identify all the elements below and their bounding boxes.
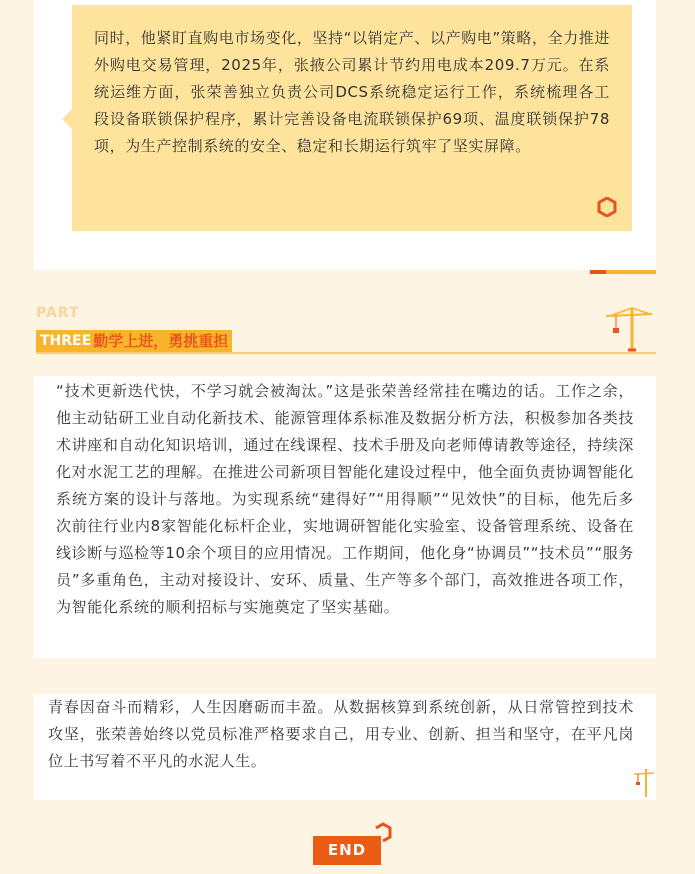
section-heading: 勤学上进，勇挑重担 <box>93 330 232 352</box>
paragraph-card-1 <box>34 376 656 658</box>
section-underline <box>36 352 656 354</box>
paragraph-1: “技术更新迭代快，不学习就会被淘汰。”这是张荣善经常挂在嘴边的话。工作之余，他主动钻研工业自动化新技术、能源管理体系标准及数据分析方法，积极参加各类技术讲座和自动化知识培训，通过在线课程、技术手册及向老师傅请教等途径，持续深化对水泥工艺的理解。在推进公司新项目智能化建设过程中，他全面负责协调智能化系统方案的设计与落地。为实现系统“建得好”“用得顺”“见效快”的目标，他先后多次前往行业内8家智能化标杆企业，实地调研智能化实验室、设备管理系统、设备在线诊断与巡检等10余个项目的应用情况。工作期间，他化身“协调员”“技术员”“服务员”多重角色，主动对接设计、安环、质量、生产等多个部门，高效推进各项工作，为智能化系统的顺利招标与实施奠定了坚实基础。 <box>56 382 634 616</box>
end-label: END <box>313 836 381 865</box>
section-number: THREE <box>36 330 93 352</box>
small-crane-icon <box>632 768 656 798</box>
part-label: PART <box>36 305 80 321</box>
hexagon-icon <box>597 197 617 217</box>
crane-icon <box>602 306 654 352</box>
section-title <box>36 330 232 352</box>
paragraph-card-2 <box>34 694 656 800</box>
quote-text: 同时，他紧盯直购电市场变化，坚持“以销定产、以产购电”策略，全力推进外购电交易管理，2025年，张掖公司累计节约用电成本209.7万元。在系统运维方面，张荣善独立负责公司DCS系统稳定运行工作，系统梳理各工段设备联锁保护程序，累计完善设备电流联锁保护69项、温度联锁保护78项，为生产控制系统的安全、稳定和长期运行筑牢了坚实屏障。 <box>94 29 610 155</box>
quote-box <box>72 5 632 231</box>
top-divider <box>590 270 656 274</box>
paragraph-2: 青春因奋斗而精彩，人生因磨砺而丰盈。从数据核算到系统创新，从日常管控到技术攻坚，张荣善始终以党员标准严格要求自己，用专业、创新、担当和坚守，在平凡岗位上书写着不平凡的水泥人生。 <box>48 698 634 770</box>
